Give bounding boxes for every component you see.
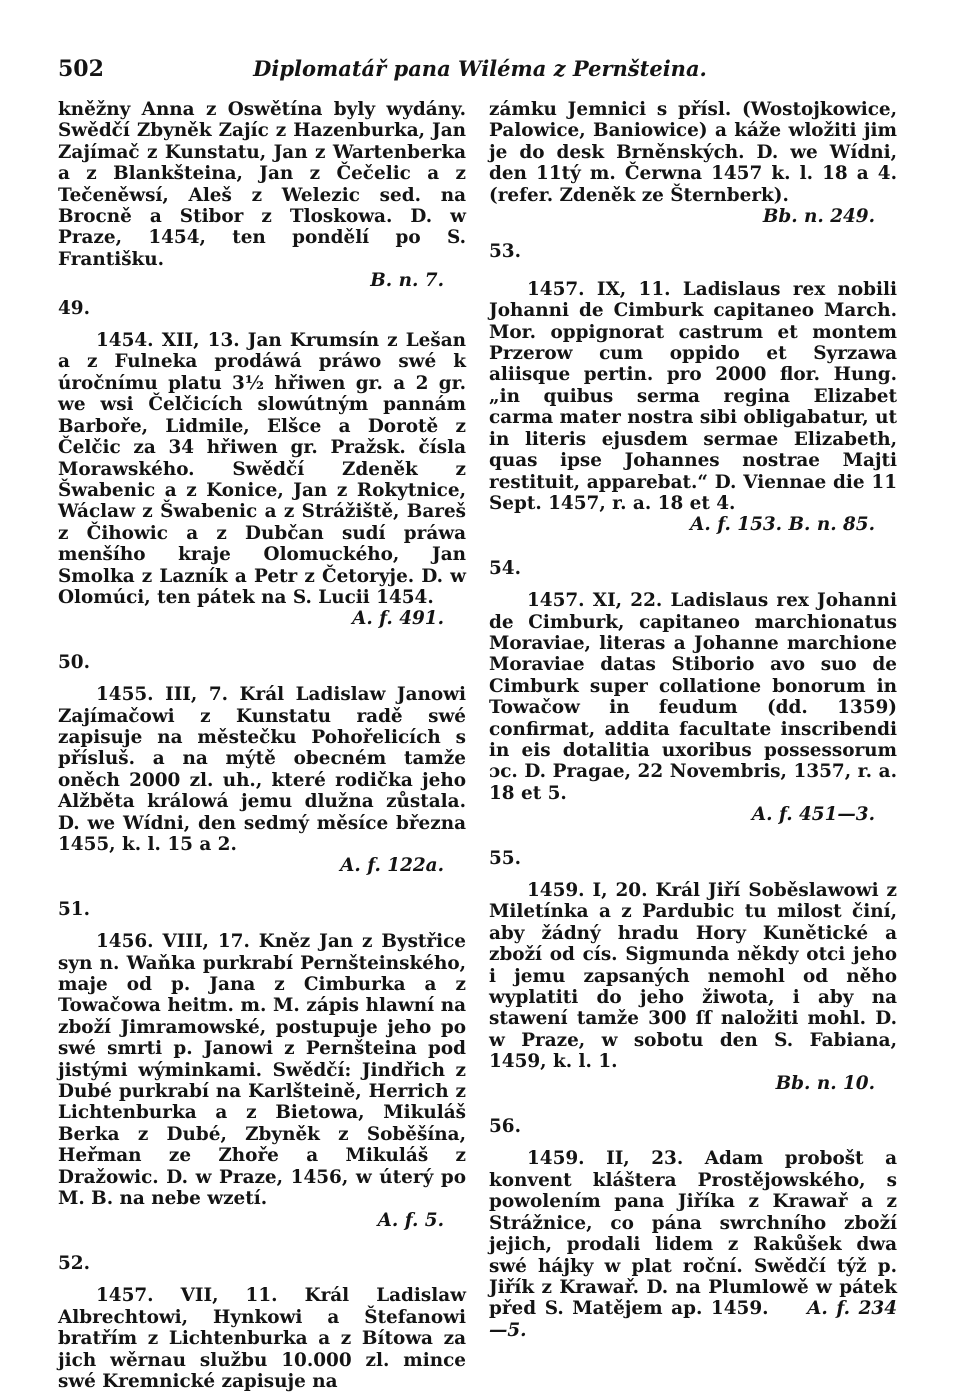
entry-text: 1457. IX, 11. Ladislaus rex nobili Johanni de Cimburk capitaneo March. Mor. oppignorat castrum et montem Przerow cum oppido et Syrzawa aliisque pertin. pro 2000 flor. Hung. „in quibus serma regina Elizabet carma mater nostra sibi obligabatur, ut in literis ejusdem sermae Elizabeth, quas ipse Johannes nostrae Majti restituit, apparebat.“ D. Viennae die 11 Sept. 1457, r. a. 18 et 4. bbox=[489, 278, 897, 514]
entry-text: zámku Jemnici s přísl. (Wostojkowice, Palowice, Baniowice) a káže wložiti jim je do desk Brněnských. D. we Wídni, den 11tý m. Čerwna 1457 k. l. 18 a 4. (refer. Zdeněk ze Šternberk). bbox=[489, 99, 897, 206]
entry-text: 1459. I, 20. Král Jiří Soběslawowi z Miletínka a z Pardubic tu milost činí, aby žádný hradu Hory Kunětické a zboží od cís. Sigmunda někdy otci jeho i jemu zapsaných nemohl od něho wyplatiti do jeho žiwota, i aby na stawení tamže 300 ſſ naložiti mohl. D. w Praze, w sobotu den S. Fabiana, 1459, k. l. 1. bbox=[489, 880, 897, 1073]
entry-reference: Bb. n. 10. bbox=[775, 1072, 875, 1094]
running-title: Diplomatář pana Wiléma z Pernšteina. bbox=[253, 56, 707, 81]
entry-55 bbox=[489, 880, 897, 1094]
entry-reference: Bb. n. 249. bbox=[762, 206, 875, 228]
right-column bbox=[489, 99, 897, 1341]
entry-number-50: 50. bbox=[58, 651, 90, 673]
entry-reference: A. f. 5. bbox=[377, 1209, 444, 1231]
entry-reference: A. f. 491. bbox=[352, 608, 444, 630]
entry-53 bbox=[489, 279, 897, 536]
entry-reference: A. f. 153. B. n. 85. bbox=[690, 514, 875, 536]
page-header bbox=[58, 56, 902, 90]
entry-number-54: 54. bbox=[489, 557, 521, 579]
entry-text: 1459. II, 23. Adam probošt a konvent kláštera Prostějowského, s powolením pana Jiříka z Krawař a z Strážnice, co pána swrchního zboží jejich, prodali lidem z Rakůšek dwa swé hájky w plat roční. Swědčí týž p. Jiřík z Krawař. D. na Plumlowě w pátek před S. Matějem ap. 1459. bbox=[489, 1148, 897, 1320]
entry-49 bbox=[58, 330, 466, 630]
entry-text: kněžny Anna z Oswětína byly wydány. Swědčí Zbyněk Zajíc z Hazenburka, Jan Zajímač z Kunstatu, Jan z Wartenberka a z Blankšteina, Jan z Čečelic a z Tečeněwsí, Aleš z Welezic sed. na Brocně a Stibor z Tloskowa. D. w Praze, 1454, ten pondělí po S. Františku. bbox=[58, 99, 466, 270]
entry-number-51: 51. bbox=[58, 898, 90, 920]
entry-52-continuation bbox=[489, 99, 897, 227]
entry-text: 1457. XI, 22. Ladislaus rex Johanni de Cimburk, capitaneo marchionatus Moraviae, literas a Johanne marchione Moraviae datas Stiborio avo suo de Cimburk super collatione bonorum in Towačow in feudum (dd. 1359) confirmat, addita facultate inscribendi in eis dotalitia uxoribus possessorum ɔc. D. Pragae, 22 Novembris, 1357, r. a. 18 et 5. bbox=[489, 590, 897, 804]
entry-50 bbox=[58, 684, 466, 877]
entry-text: 1456. VIII, 17. Kněz Jan z Bystřice syn n. Waňka purkrabí Pernšteinského, maje od p. Jana z Cimburka a z Towačowa heitm. m. M. zápis hlawní na zboží Jimramowské, postupuje jeho po swé smrti p. Janowi z Pernšteina pod jistými wýminkami. Swědčí: Jindřich z Dubé purkrabí na Karlšteině, Herrich z Lichtenburka a z Bietowa, Mikuláš Berka z Dubé, Zbyněk z Soběšína, Heřman ze Zhoře a Mikuláš z Dražowic. D. w Praze, 1456, w úterý po M. B. na nebe wzetí. bbox=[58, 931, 466, 1210]
entry-reference: A. f. 234—5. bbox=[489, 1298, 898, 1341]
entry-number-53: 53. bbox=[489, 241, 521, 263]
entry-reference: B. n. 7. bbox=[370, 270, 444, 292]
entry-51 bbox=[58, 931, 466, 1231]
left-column bbox=[58, 99, 466, 1392]
entry-54 bbox=[489, 590, 897, 825]
entry-reference: A. f. 122a. bbox=[340, 855, 444, 877]
entry-number-52: 52. bbox=[58, 1252, 90, 1274]
entry-52 bbox=[58, 1285, 466, 1392]
entry-reference: A. f. 451—3. bbox=[751, 804, 875, 826]
entry-text: 1454. XII, 13. Jan Krumsín z Lešan a z Fulneka prodáwá práwo swé k úročnímu platu 3½ hřiwen gr. a 2 gr. we wsi Čelčicích slowútným pannám Barboře, Lidmile, Elšce a Dorotě z Čelčic za 34 hřiwen gr. Pražsk. čísla Morawského. Swědčí Zdeněk z Šwabenic a z Konice, Jan z Rokytnice, Wáclaw z Šwabenic a z Strážiště, Bareš z Čihowic a z Dubčan sudí práwa menšího kraje Olomuckého, Jan Smolka z Lazník a Petr z Četoryje. D. w Olomúci, ten pátek na S. Lucii 1454. bbox=[58, 330, 466, 608]
entry-number-56: 56. bbox=[489, 1116, 521, 1138]
page-number: 502 bbox=[58, 56, 104, 82]
entry-text: 1455. III, 7. Král Ladislaw Janowi Zajímačowi z Kunstatu radě swé zapisuje na městečku Pohořelicích s přísluš. a na mýtě obecném tamže oněch 2000 zl. uh., které rodička jeho Alžběta králowá jemu dlužna zůstala. D. we Wídni, den sedmý měsíce března 1455, k. l. 15 a 2. bbox=[58, 684, 466, 855]
entry-56 bbox=[489, 1148, 897, 1341]
entry-number-49: 49. bbox=[58, 297, 90, 319]
entry-number-55: 55. bbox=[489, 847, 521, 869]
entry-text: 1457. VII, 11. Král Ladislaw Albrechtowi, Hynkowi a Štefanowi bratřím z Lichtenburka a z Bítowa za jich wěrnau službu 10.000 zl. mince swé Kremnické zapisuje na bbox=[58, 1285, 466, 1392]
entry-48-continuation bbox=[58, 99, 466, 292]
